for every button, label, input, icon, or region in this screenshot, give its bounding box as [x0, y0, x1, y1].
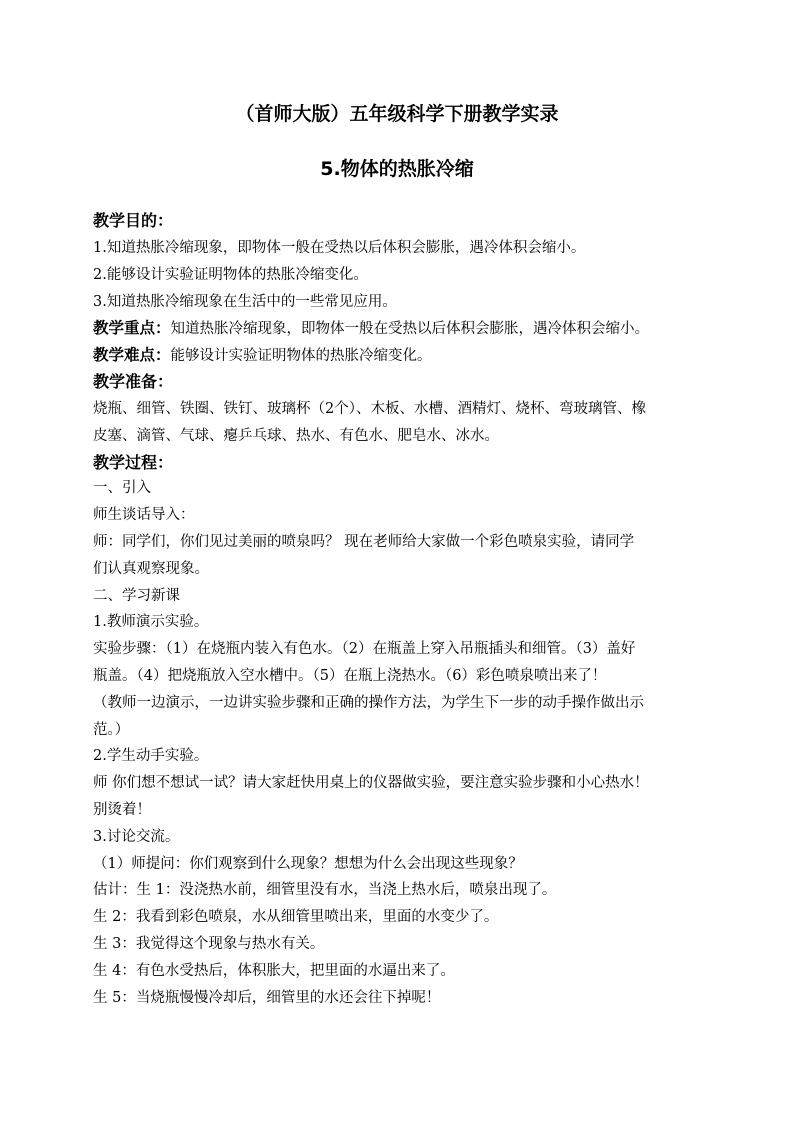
process-line: 别烫着！ [93, 802, 151, 818]
objective-item: 1.知道热胀冷缩现象，即物体一般在受热以后体积会膨胀，遇冷体积会缩小。 [93, 240, 586, 256]
process-line: 实验步骤：（1）在烧瓶内装入有色水。（2）在瓶盖上穿入吊瓶插头和细管。（3）盖好 [93, 641, 636, 657]
process-line: 一、引入 [93, 480, 151, 496]
difficulty-label: 教学难点： [93, 346, 171, 364]
process-line: 生 3：我觉得这个现象与热水有关。 [93, 936, 325, 952]
process-line: 生 2：我看到彩色喷泉，水从细管里喷出来，里面的水变少了。 [93, 909, 499, 925]
objective-item: 2.能够设计实验证明物体的热胀冷缩变化。 [93, 267, 368, 283]
key-point-label: 教学重点： [93, 319, 171, 337]
process-line: 2.学生动手实验。 [93, 748, 209, 764]
objectives-heading: 教学目的： [93, 211, 174, 230]
preparation-line: 烧瓶、细管、铁圈、铁钉、玻璃杯（2个）、木板、水槽、酒精灯、烧杯、弯玻璃管、橡 [93, 401, 646, 417]
document-title: （首师大版）五年级科学下册教学实录 [235, 103, 559, 125]
lesson-title: 5.物体的热胀冷缩 [320, 158, 474, 180]
process-heading: 教学过程： [93, 453, 174, 472]
objective-item: 3.知道热胀冷缩现象在生活中的一些常见应用。 [93, 294, 397, 310]
process-line: 1.教师演示实验。 [93, 614, 209, 630]
process-line: 3.讨论交流。 [93, 829, 180, 845]
difficulty [93, 343, 705, 365]
process-line: （教师一边演示，一边讲实验步骤和正确的操作方法，为学生下一步的动手操作做出示 [93, 695, 644, 711]
preparation-line: 皮塞、滴管、气球、瘪乒乓球、热水、有色水、肥皂水、冰水。 [93, 428, 499, 444]
process-line: 们认真观察现象。 [93, 561, 209, 577]
process-line: 师 你们想不想试一试？请大家赶快用桌上的仪器做实验，要注意实验步骤和小心热水！ [93, 775, 649, 791]
process-line: 瓶盖。（4）把烧瓶放入空水槽中。（5）在瓶上浇热水。（6）彩色喷泉喷出来了！ [93, 668, 607, 684]
process-line: 师生谈话导入： [93, 507, 195, 523]
process-line: 生 4：有色水受热后，体积胀大，把里面的水逼出来了。 [93, 963, 455, 979]
preparation-heading: 教学准备： [93, 372, 174, 391]
key-point-text: 知道热胀冷缩现象，即物体一般在受热以后体积会膨胀，遇冷体积会缩小。 [170, 321, 650, 337]
process-line: 估计：生 1：没浇热水前，细管里没有水，当浇上热水后，喷泉出现了。 [93, 882, 557, 898]
process-line: 生 5：当烧瓶慢慢冷却后，细管里的水还会往下掉呢！ [93, 990, 441, 1006]
difficulty-text: 能够设计实验证明物体的热胀冷缩变化。 [170, 348, 432, 364]
key-point [93, 316, 705, 338]
process-line: （1）师提问：你们观察到什么现象？想想为什么会出现这些现象？ [93, 856, 523, 872]
process-line: 二、学习新课 [93, 588, 180, 604]
process-line: 师：同学们，你们见过美丽的喷泉吗？ 现在老师给大家做一个彩色喷泉实验，请同学 [93, 534, 635, 550]
process-line: 范。） [93, 722, 130, 738]
